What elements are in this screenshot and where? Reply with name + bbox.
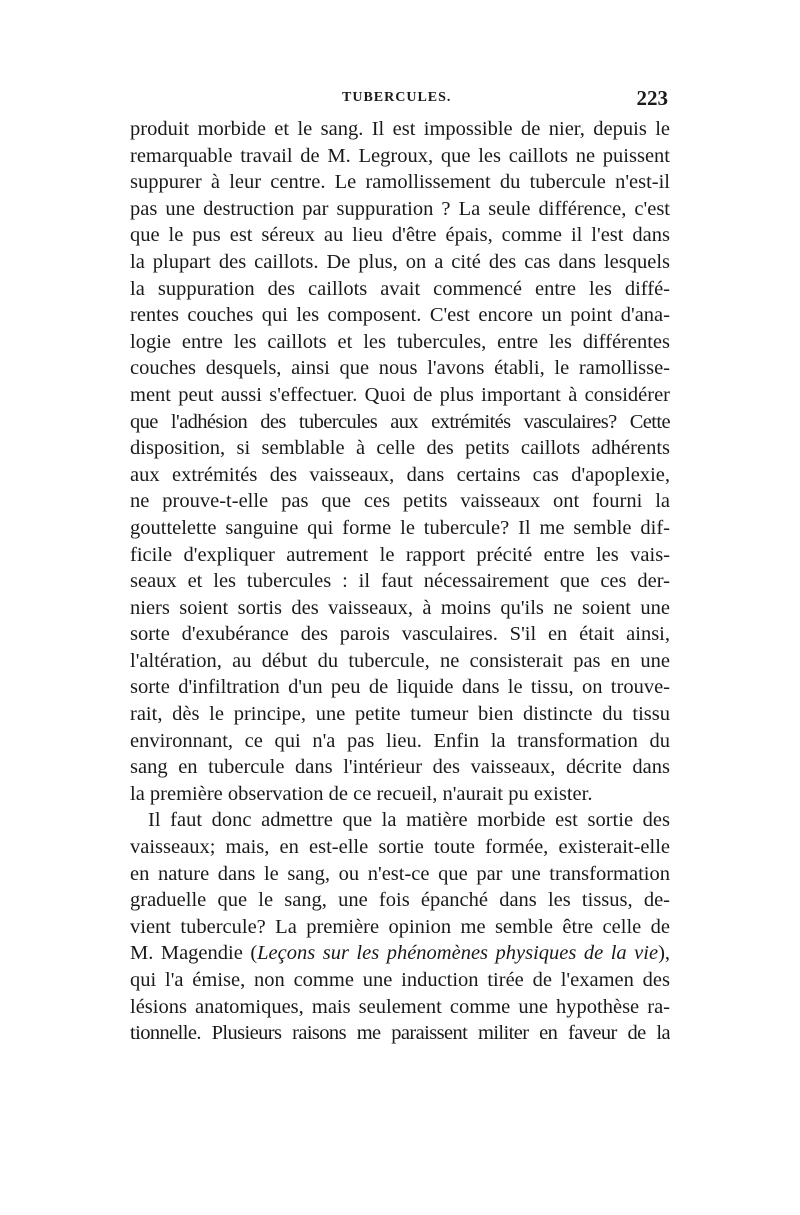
text-line: la plupart des caillots. De plus, on a cité des cas dans lesquels: [130, 250, 670, 273]
text-line: qui l'a émise, non comme une induction tirée de l'examen des: [130, 969, 670, 991]
text-line: vient tubercule? La première opinion me semble être celle de: [130, 915, 670, 938]
text-line: suppurer à leur centre. Le ramollissement du tubercule n'est-il: [130, 171, 670, 194]
text-line: graduelle que le sang, une fois épanché dans les tissus, de-: [130, 889, 670, 912]
text-line: logie entre les caillots et les tubercules, entre les différentes: [130, 330, 670, 353]
text-line: lésions anatomiques, mais seulement comme une hypothèse ra-: [130, 995, 670, 1018]
text-line: remarquable travail de M. Legroux, que les caillots ne puissent: [130, 144, 670, 167]
text-line: aux extrémités des vaisseaux, dans certains cas d'apoplexie,: [130, 463, 670, 486]
text-line: gouttelette sanguine qui forme le tubercule? Il me semble dif-: [130, 516, 670, 539]
text-line: sorte d'exubérance des parois vasculaires. S'il en était ainsi,: [130, 623, 670, 646]
text-line: environnant, ce qui n'a pas lieu. Enfin la transformation du: [130, 729, 670, 752]
text-line: rentes couches qui les composent. C'est encore un point d'ana-: [130, 304, 670, 327]
citation-line-text: M. Magendie (: [130, 942, 258, 965]
text-line: couches desquels, ainsi que nous l'avons établi, le ramollisse-: [130, 357, 670, 380]
citation-line-text: ),: [658, 942, 670, 965]
text-line-with-citation: [130, 940, 670, 967]
text-line: ment peut aussi s'effectuer. Quoi de plus important à considérer: [130, 383, 670, 406]
text-line: sorte d'infiltration d'un peu de liquide dans le tissu, on trouve-: [130, 676, 670, 699]
paragraph-last-line: la première observation de ce recueil, n'aurait pu exister.: [130, 782, 593, 805]
page-number: 223: [636, 86, 668, 110]
text-line: produit morbide et le sang. Il est impossible de nier, depuis le: [130, 118, 670, 140]
text-line: ne prouve-t-elle pas que ces petits vaisseaux ont fourni la: [130, 490, 670, 513]
text-line: seaux et les tubercules : il faut nécessairement que ces der-: [130, 570, 670, 593]
text-line: rait, dès le principe, une petite tumeur bien distincte du tissu: [130, 703, 670, 726]
text-line: en nature dans le sang, ou n'est-ce que par une transformation: [130, 862, 670, 885]
text-line: disposition, si semblable à celle des petits caillots adhérents: [130, 437, 670, 460]
text-line: ficile d'expliquer autrement le rapport précité entre les vais-: [130, 543, 670, 566]
text-line: que le pus est séreux au lieu d'être épais, comme il l'est dans: [130, 224, 670, 247]
body-text: [130, 116, 670, 1047]
running-head: [130, 88, 670, 112]
paragraph-first-line: Il faut donc admettre que la matière morbide est sortie des: [148, 809, 670, 832]
text-line: niers soient sortis des vaisseaux, à moins qu'ils ne soient une: [130, 596, 670, 619]
text-line: que l'adhésion des tubercules aux extrémités vasculaires? Cette: [130, 410, 670, 433]
text-line: sang en tubercule dans l'intérieur des vaisseaux, décrite dans: [130, 756, 670, 779]
italic-citation: Leçons sur les phénomènes physiques de la vie: [257, 942, 659, 965]
text-line: pas une destruction par suppuration ? La seule différence, c'est: [130, 197, 670, 220]
text-line: la suppuration des caillots avait commencé entre les diffé-: [130, 277, 670, 300]
text-line: l'altération, au début du tubercule, ne consisterait pas en une: [130, 649, 670, 672]
text-line: tionnelle. Plusieurs raisons me paraissent militer en faveur de la: [130, 1022, 670, 1045]
running-title: TUBERCULES.: [342, 90, 452, 105]
text-line: vaisseaux; mais, en est-elle sortie toute formée, existerait-elle: [130, 836, 670, 859]
